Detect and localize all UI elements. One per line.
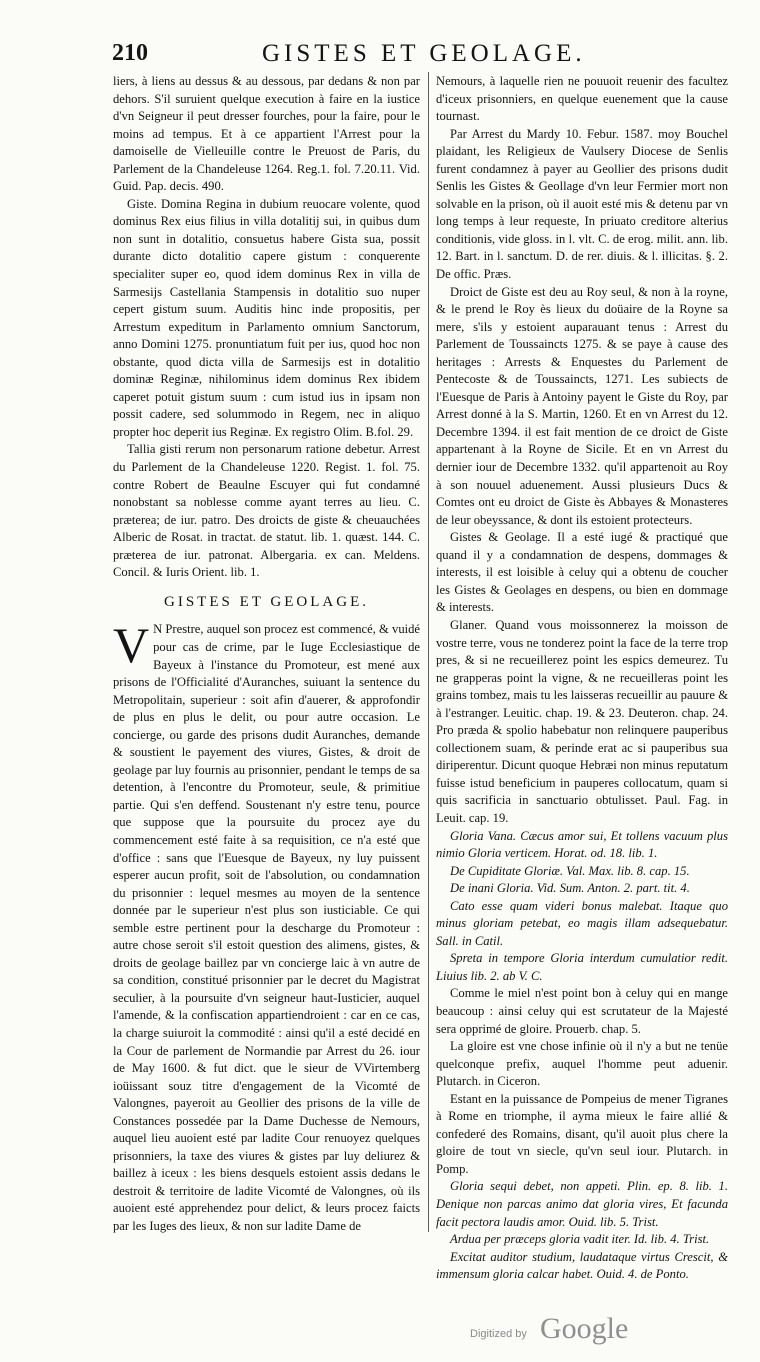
right-paragraph: Ardua per præceps gloria vadit iter. Id. lib. 4. Trist. — [450, 1232, 710, 1247]
left-paragraph-main — [113, 617, 420, 1235]
right-paragraph: De inani Gloria. Vid. Sum. Anton. 2. part. tit. 4. — [450, 881, 690, 896]
right-paragraph-gistes: Gistes & Geolage. Il a esté iugé & practiqué que quand il y a condamnation de despens, dommages & interests, il est loisible à celuy qui a obtenu de coucher les Gistes & Geolages en despens, ou bien en dommage & interests. — [436, 530, 728, 615]
right-paragraph: Nemours, à laquelle rien ne pouuoit reuenir des facultez d'iceux prisonniers, en quelque euenement que la cause tournast. — [436, 74, 728, 124]
right-paragraph: Spreta in tempore Gloria interdum cumulatior redit. Liuius lib. 2. ab V. C. — [436, 951, 728, 983]
right-paragraph: De Cupiditate Gloriæ. Val. Max. lib. 8. cap. 15. — [450, 863, 690, 878]
right-paragraph: La gloire est vne chose infinie où il n'y a but ne tenüe quelconque prefix, auquel l'homme peut aduenir. Plutarch. in Ciceron. — [436, 1039, 728, 1089]
left-column — [113, 73, 420, 1236]
right-paragraph-gloria: Gloria Vana. Cæcus amor sui, Et tollens vacuum plus nimio Gloria verticem. Horat. od. 18. lib. 1. — [436, 828, 728, 861]
right-paragraph: Cato esse quam videri bonus malebat. Itaque quo minus gloriam petebat, eo magis illam adsequebatur. Sall. in Catil. — [436, 898, 728, 948]
right-paragraph: Par Arrest du Mardy 10. Febur. 1587. moy Bouchel plaidant, les Religieux de Vaulsery Diocese de Senlis furent condamnez à payer au Geollier des prisons dudit Senlis les Gistes & Geollage d'vn leur Fermier mort non solvable en la prison, où il auoit esté mis & detenu par vn long temps à leur requeste, In priuato creditore alterius conditionis, vide gloss. in l. vlt. C. de erog. milit. ann. lib. 12. Bart. in l. sanctum. D. de rer. diuis. & l. illicitas. §. 2. De offic. Præs. — [436, 126, 728, 282]
google-logo: Google — [540, 1312, 629, 1345]
drop-cap: V — [113, 617, 150, 674]
digitized-label: Digitized by — [470, 1328, 527, 1340]
right-column — [436, 73, 728, 1284]
left-paragraph-main-text: N Prestre, auquel son procez est commencé, & vuidé pour cas de crime, par le Iuge Ecclesiastique de Bayeux à l'instance du Promoteur, est mené aux prisons de l'Officialité d'Auranches, suiuant la sentence du Metropolitain, superieur : soit afin d'auerer, & approfondir de plus en plus le delit, ou pour autre occasion. Le concierge, ou garde des prisons dudit Auranches, demande & soustient le payement des viures, Gistes, & droit de geolage par luy fournis au prisonnier, pendant le temps de sa detention, à l'encontre du Promoteur, seule, & primitiue partie. Qui s'en deffend. Soustenant n'y estre tenu, pource que suppose que la poursuite du procez aye du commencement esté faite à sa requisition, ce n'a esté que d'office : sans que l'Euesque de Bayeux, ny luy puissent esperer aucun profit, soit de l'absolution, ou condamnation du prisonnier : lequel mesmes au moyen de la sentence donnée par le superieur n'est plus son iusticiable. Ce qui semble estre pertinent pour la descharge du Promoteur : autre chose seroit s'il estoit question des alimens, gistes, & droits de geolage baillez par vn concierge laic à vn autre de sa condition, constitué prisonnier par le decret du Magistrat seculier, à la poursuite d'vn seigneur haut-Iusticier, auquel l'amende, & la confiscation appartiendroient : car en ce cas, la charge suiuroit la commodité : ainsi qu'il a esté decidé en la Cour de parlement de Normandie par Arrest du 26. iour de May 1600. & fut dict. que le sieur de VVirtemberg ioüissant souz titre d'engagement de la Vicomté de Valongnes, payeroit au Geollier des prisons de la ville de Constances possedée par la Dame Duchesse de Nemours, auquel lieu auoient esté par ladite Cour renuoyez quelques prisonniers, la taxe des viures & gistes par luy deliurez & baillez à iceux : les biens desquels estoient assis dedans le destroit & territoire de ladite Vicomté de Valongnes, où ils auoient esté apprehendez pour delict, & leurs procez faicts par les Iuges des lieux, & non sur ladite Dame de — [113, 622, 420, 1233]
left-paragraph-giste: Giste. Domina Regina in dubium reuocare volente, quod dominus Rex eius filius in villa dotalitij sui, in quibus dum non sunt in dotalitio, consuetus habere Gista sua, possit durante dicto dotalitio capere gistum : conquerente specialiter super eo, quod idem dominus Rex in villa de Sarmesijs Castellania Stampensis in dotalitio suo nuper cepert gistum suum. Auditis hinc inde propositis, per Arrestum expeditum in Parlamento omnium Sanctorum, anno Domini 1275. pronuntiatum fuit per ius, quod hoc non obstante, quod dicta villa de Sarmesijs est in dotalitio dominæ Reginæ, nihilominus idem dominus Rex ibidem caperet potuit gistum suum : cum istud ius in ipsam non possit cadere, sed solummodo in Regem, nec in aliquo propter hoc deperit ius Reginæ. Ex registro Olim. B.fol. 29. — [113, 196, 420, 439]
right-paragraph: Excitat auditor studium, laudataque virtus Crescit, & immensum gloria calcar habet. Ouid. 4. de Ponto. — [436, 1249, 728, 1282]
section-title: GISTES ET GEOLAGE. — [164, 593, 369, 610]
column-divider — [428, 72, 429, 1232]
right-paragraph-glaner: Glaner. Quand vous moissonnerez la moisson de vostre terre, vous ne tonderez point la face de la terre trop pres, & si ne recueillerez point les espics demeurez. Tu ne grapperas point la vigne, & ne recueilleras point les grains tombez, mais tu les laisseras recueillir au pauure & à l'estranger. Leuitic. chap. 19. & 23. Deuteron. chap. 24. Pro præda & spolio habebatur non relinquere pauperibus collectionem suam, & perinde erat ac si pauperibus sua diriperentur. Dicunt quoque Hebræi non minus reputatum fuisse istud beneficium in pauperes collocatum, quam si quis sacrificia in sanctuario obtulisset. Paul. Fag. in Leuit. cap. 19. — [436, 617, 728, 825]
right-paragraph: Gloria sequi debet, non appeti. Plin. ep. 8. lib. 1. Denique non parcas animo dat gloria vires, Et facunda facit pectora laudis amor. Ouid. lib. 5. Trist. — [436, 1179, 728, 1229]
right-paragraph: Estant en la puissance de Pompeius de mener Tigranes à Rome en triomphe, il ayma mieux le faire allié & confederé des Romains, disant, qu'il auoit plus chere la gloire de tout vn siecle, qu'vn seul iour. Plutarch. in Pomp. — [436, 1091, 728, 1176]
left-paragraph-tallia: Tallia gisti rerum non personarum ratione debetur. Arrest du Parlement de la Chandeleuse 1220. Regist. 1. fol. 75. contre Robert de Beaulne Escuyer qui fut condamné nonobstant sa noblesse comme ayant terres au lieu. C. præterea; de iur. patro. Des droicts de giste & cheuauchées Alberic de Rosat. in tractat. de statut. lib. 1. quæst. 144. C. præterea de iur. patronat. Albergaria. ex can. Meldens. Concil. & Iuris Orient. lib. 1. — [113, 442, 420, 580]
left-paragraph: liers, à liens au dessus & au dessous, par dedans & non par dehors. S'il suruient quelque execution à faire en la iustice d'vn Seigneur il peut dresser fourches, pour la faire, pour le moins ad tempus. Et à ce appartient l'Arrest pour la damoiselle de Vielleuille contre le Preuost de Paris, du Parlement de la Chandeleuse 1264. Reg.1. fol. 7.20.11. Vid. Guid. Pap. decis. 490. — [113, 74, 420, 194]
right-paragraph: Droict de Giste est deu au Roy seul, & non à la royne, & le prend le Roy ès lieux du doüaire de la Royne sa mere, s'ils y estoient auparauant tenus : Arrest du Parlement de Toussaincts 1275. & se paye à cause des heritages : Arrests & Enquestes du Parlement de Pentecoste & de Toussaincts, 1271. Les subiects de l'Euesque de Paris à Antoiny payent le Giste du Roy, par Arrest donné à la S. Martin, 1260. Et en vn Arrest du 12. Decembre 1394. il est fait mention de ce droict de Giste appartenant à la Royne de Sicile. Et en vn Arrest du dernier iour de Decembre 1332. qu'il appartenoit au Roy à son nouuel aduenement. Aussi plusieurs Ducs & Comtes ont eu droict de Giste ès Abbayes & Monasteres de leur obeyssance, & dont ils estoient protecteurs. — [436, 284, 728, 527]
digitized-watermark — [470, 1312, 660, 1346]
right-paragraph: Comme le miel n'est point bon à celuy qui en mange beaucoup : ainsi celuy qui est scrutateur de la Majesté sera opprimé de gloire. Prouerb. chap. 5. — [436, 986, 728, 1036]
page-header — [112, 40, 722, 72]
running-title: GISTES ET GEOLAGE. — [262, 40, 586, 67]
page-number: 210 — [112, 40, 148, 66]
